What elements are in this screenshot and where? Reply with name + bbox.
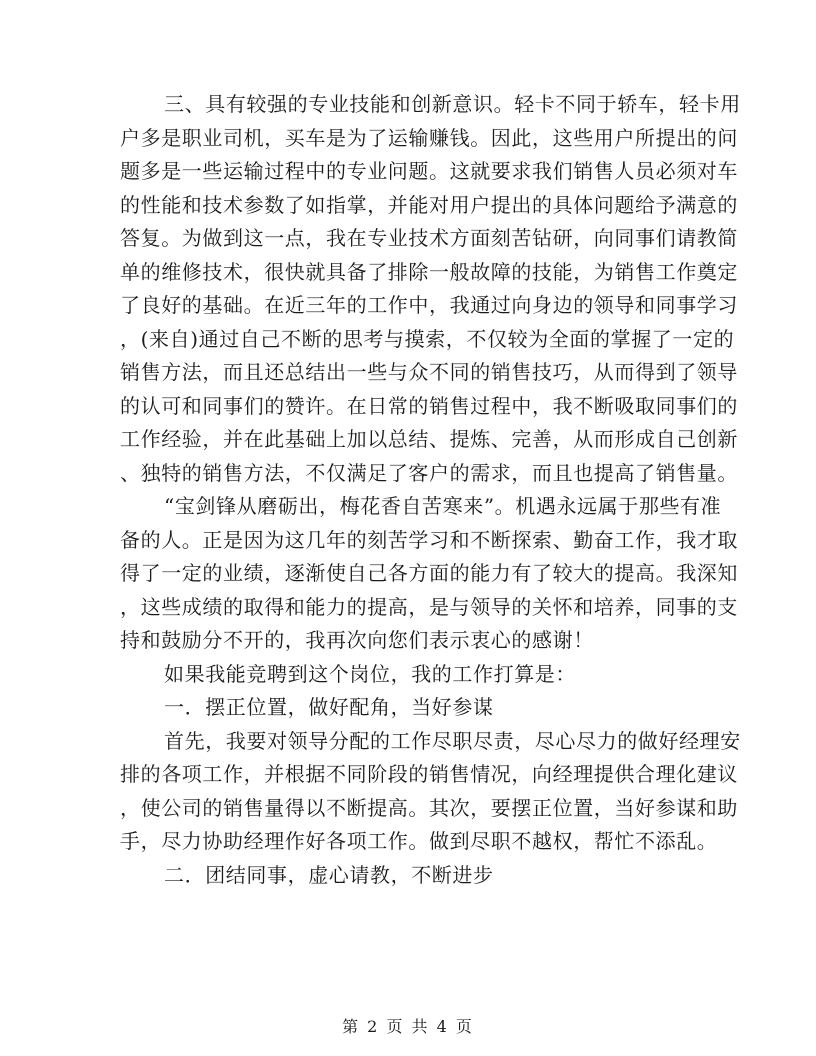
text-line: 三、具有较强的专业技能和创新意识。轻卡不同于轿车，轻卡用 (164, 92, 741, 116)
text-line: 首先，我要对领导分配的工作尽职尽责，尽心尽力的做好经理安 (164, 728, 741, 753)
text-line: 题多是一些运输过程中的专业问题。这就要求我们销售人员必须对车 (120, 159, 738, 183)
text-line: 的性能和技术参数了如指掌，并能对用户提出的具体问题给予满意的 (120, 192, 738, 217)
page-footer: 第 2 页 共 4 页 (342, 1017, 474, 1036)
text-line: 排的各项工作，并根据不同阶段的销售情况，向经理提供合理化建议 (120, 762, 738, 786)
text-line: 二．团结同事，虚心请教，不断进步 (164, 862, 494, 887)
text-line: 了良好的基础。在近三年的工作中，我通过向身边的领导和同事学习 (120, 293, 738, 317)
text-line: 的认可和同事们的赞许。在日常的销售过程中，我不断吸取同事们的 (120, 393, 738, 418)
text-line: 备的人。正是因为这几年的刻苦学习和不断探索、勤奋工作，我才取 (120, 527, 738, 552)
text-line: 工作经验，并在此基础上加以总结、提炼、完善，从而形成自己创新 (120, 427, 738, 451)
text-line: 如果我能竞聘到这个岗位，我的工作打算是： (164, 661, 576, 686)
text-line: 销售方法，而且还总结出一些与众不同的销售技巧，从而得到了领导 (120, 360, 738, 384)
text-line: ，这些成绩的取得和能力的提高，是与领导的关怀和培养，同事的支 (120, 594, 738, 619)
text-line: ，(来自)通过自己不断的思考与摸索，不仅较为全面的掌握了一定的 (120, 326, 735, 351)
text-line: “宝剑锋从磨砺出，梅花香自苦寒来”。机遇永远属于那些有准 (164, 494, 722, 518)
text-line: 、独特的销售方法，不仅满足了客户的需求，而且也提高了销售量。 (120, 460, 738, 485)
text-line: 单的维修技术，很快就具备了排除一般故障的技能，为销售工作奠定 (120, 259, 738, 284)
text-line: 户多是职业司机，买车是为了运输赚钱。因此，这些用户所提出的问 (120, 125, 738, 150)
text-line: 一．摆正位置，做好配角，当好参谋 (164, 695, 494, 719)
text-line: 持和鼓励分不开的，我再次向您们表示衷心的感谢！ (120, 628, 594, 652)
document-body (120, 88, 741, 892)
text-line: ，使公司的销售量得以不断提高。其次，要摆正位置，当好参谋和助 (120, 795, 738, 820)
text-line: 得了一定的业绩，逐渐使自己各方面的能力有了较大的提高。我深知 (120, 561, 738, 585)
text-line: 答复。为做到这一点，我在专业技术方面刻苦钻研，向同事们请教简 (120, 226, 738, 250)
text-line: 手，尽力协助经理作好各项工作。做到尽职不越权，帮忙不添乱。 (120, 829, 718, 853)
